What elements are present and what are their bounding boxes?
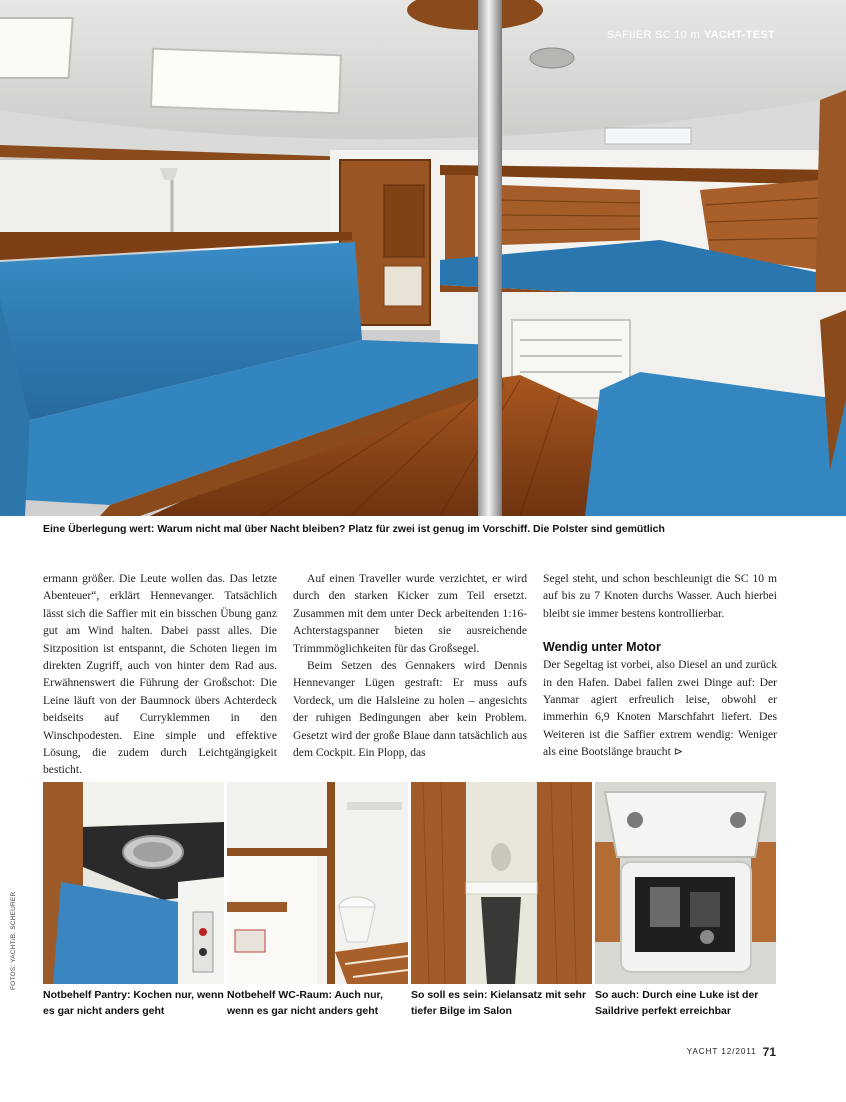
article-column-3 — [543, 570, 777, 761]
paragraph: Beim Setzen des Gennakers wird Dennis Hennevanger Lügen gestraft: Er muss aufs Vordeck, um die Halsleine zu holen – angesichts der ruhigen Bedingungen aber kein Problem. Gesetzt wird der große Blaue dann tatsächlich aus dem Cockpit. Ein Plopp, das — [293, 659, 527, 760]
thumbnail-pantry — [43, 782, 224, 984]
article-column-2 — [293, 570, 527, 761]
paragraph: ermann größer. Die Leute wollen das. Das letzte Abenteuer“, erklärt Hennevanger. Tatsächlich lässt sich die Saffier mit ein bisschen Übung ganz gut am Wind halten. Dabei passt alles. Die Sitzposition ist entspannt, die Schoten liegen im direkten Zugriff, auch von hinter dem Rad aus. Erwähnenswert die Führung der Großschot: Die Leine läuft von der Baumnock übers Achterdeck beidseits auf Curryklemmen in den Winschpodesten. Eine simple und effektive Lösung, die zudem durch Leichtgängigkeit besticht. — [43, 572, 277, 777]
page-number: 71 — [762, 1044, 776, 1059]
photo-credit: FOTOS: YACHT/B. SCHEURER — [10, 891, 17, 990]
bilge-photo — [411, 782, 592, 984]
magazine-issue: YACHT 12/2011 — [686, 1047, 757, 1057]
running-head-title: SAFIIER SC 10 m — [606, 29, 700, 41]
thumbnail-caption-bilge: So soll es sein: Kielansatz mit sehr tiefer Bilge im Salon — [411, 989, 587, 1017]
subheading: Wendig unter Motor — [543, 640, 661, 655]
saildrive-photo — [595, 782, 776, 984]
thumbnail-caption-pantry: Notbehelf Pantry: Kochen nur, wenn es gar nicht anders geht — [43, 989, 224, 1017]
paragraph: Auf einen Traveller wurde verzichtet, er wird durch den starken Kicker zum Teil ersetzt. Zusammen mit dem unter Deck arbeitenden 1:16-Achterstagspanner bieten sie ausreichende Trimmmöglichkeiten für das Großsegel. — [293, 572, 527, 655]
wc-photo — [227, 782, 408, 984]
paragraph: Segel steht, und schon beschleunigt die SC 10 m auf bis zu 7 Knoten durchs Wasser. Auch hierbei bleibt sie immer bestens kontrollierbar. — [543, 572, 777, 620]
running-head — [607, 29, 775, 41]
page-footer — [687, 1043, 776, 1061]
pantry-photo — [43, 782, 224, 984]
running-head-section: YACHT-TEST — [703, 29, 775, 41]
article-column-1 — [43, 570, 277, 779]
thumbnail-caption-wc: Notbehelf WC-Raum: Auch nur, wenn es gar nicht anders geht — [227, 989, 383, 1017]
thumbnail-wc — [227, 782, 408, 984]
thumbnail-bilge — [411, 782, 592, 984]
hero-photo — [0, 0, 846, 516]
thumbnail-caption-saildrive: So auch: Durch eine Luke ist der Saildrive perfekt erreichbar — [595, 989, 759, 1017]
triangle-right-icon: ⊳ — [673, 745, 683, 759]
thumbnail-saildrive — [595, 782, 776, 984]
hero-caption: Eine Überlegung wert: Warum nicht mal über Nacht bleiben? Platz für zwei ist genug im Vorschiff. Die Polster sind gemütlich — [43, 523, 665, 535]
paragraph — [543, 656, 777, 760]
paragraph-text: Der Segeltag ist vorbei, also Diesel an und zurück in den Hafen. Dabei fallen zwei Dinge auf: Der Yanmar agiert erfreulich leise, obwohl er immerhin 6,9 Knoten Marschfahrt liefert. Des Weiteren ist die Saffier extrem wendig: Weniger als eine Bootslänge braucht — [543, 658, 777, 759]
saloon-interior-illustration — [0, 0, 846, 516]
